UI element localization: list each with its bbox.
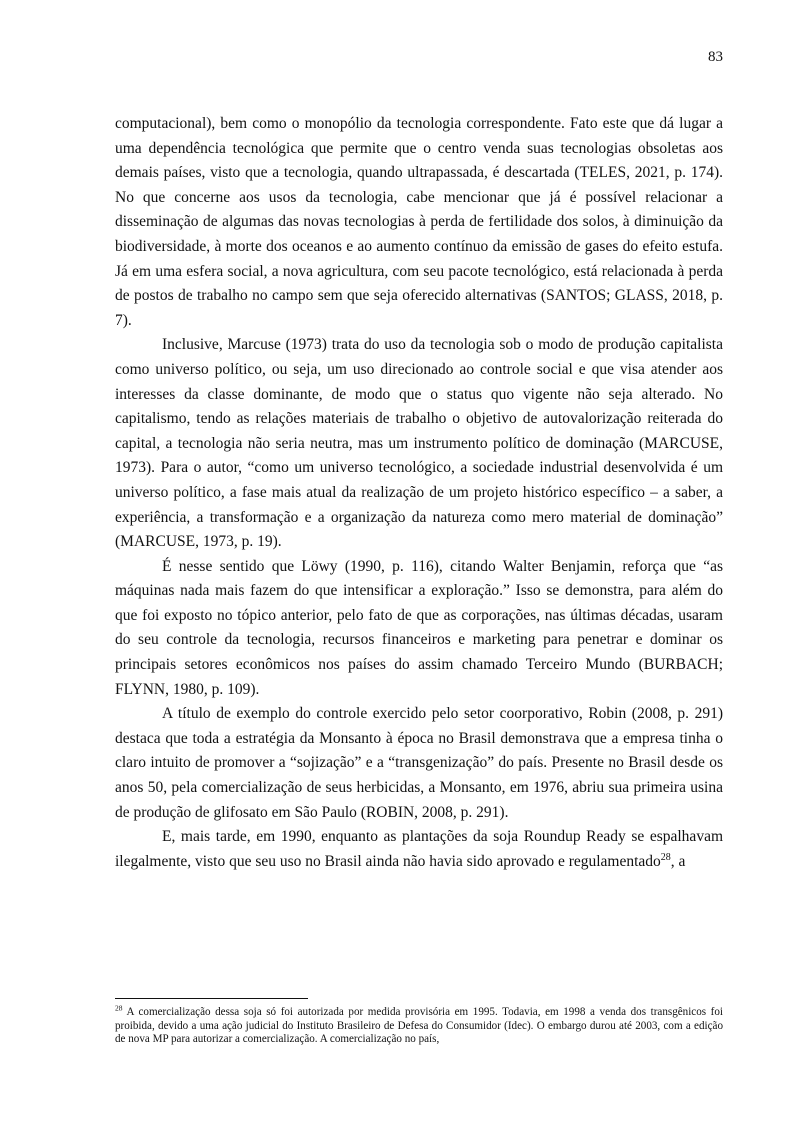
paragraph-5-text: E, mais tarde, em 1990, enquanto as plantações da soja Roundup Ready se espalhavam ilegalmente, visto que seu uso no Brasil ainda não havia sido aprovado e regulamentado (115, 828, 723, 870)
paragraph-1: computacional), bem como o monopólio da tecnologia correspondente. Fato este que dá lugar a uma dependência tecnológica que permite que o centro venda suas tecnologias obsoletas aos demais países, visto que a tecnologia, quando ultrapassada, é descartada (TELES, 2021, p. 174). No que concerne aos usos da tecnologia, cabe mencionar que já é possível relacionar a disseminação de algumas das novas tecnologias à perda de fertilidade dos solos, à diminuição da biodiversidade, à morte dos oceanos e ao aumento contínuo da emissão de gases do efeito estufa. Já em uma esfera social, a nova agricultura, com seu pacote tecnológico, está relacionada à perda de postos de trabalho no campo sem que seja oferecido alternativas (SANTOS; GLASS, 2018, p. 7). (115, 115, 723, 329)
footnote-marker: 28 (115, 1003, 123, 1013)
footnote-text: A comercialização dessa soja só foi autorizada por medida provisória em 1995. Todavia, em 1998 a venda dos transgênicos foi proibida, devido a uma ação judicial do Instituto Brasileiro de Defesa do Consumidor (Idec). O embargo durou até 2003, com a edição de nova MP para autorizar a comercialização. A comercialização no país, (115, 1006, 723, 1045)
footnote-reference[interactable]: 28 (660, 851, 671, 863)
paragraph-5-tail: , a (670, 852, 686, 870)
footnote-separator (115, 998, 308, 999)
paragraph-2: Inclusive, Marcuse (1973) trata do uso da tecnologia sob o modo de produção capitalista como universo político, ou seja, um uso direcionado ao controle social e que visa atender aos interesses da classe dominante, de modo que o status quo vigente não seja alterado. No capitalismo, tendo as relações materiais de trabalho o objetivo de autovalorização reiterada do capital, a tecnologia não seria neutra, mas um instrumento político de dominação (MARCUSE, 1973). Para o autor, “como um universo tecnológico, a sociedade industrial desenvolvida é um universo político, a fase mais atual da realização de um projeto histórico específico – a saber, a experiência, a transformação e a organização da natureza como mero material de dominação” (MARCUSE, 1973, p. 19). (115, 336, 723, 551)
paragraph-5 (115, 825, 723, 874)
footnote (115, 1003, 723, 1047)
paragraph-4: A título de exemplo do controle exercido pelo setor coorporativo, Robin (2008, p. 291) destaca que toda a estratégia da Monsanto à época no Brasil demonstrava que a empresa tinha o claro intuito de promover a “sojização” e a “transgenização” do país. Presente no Brasil desde os anos 50, pela comercialização de seus herbicidas, a Monsanto, em 1976, abriu sua primeira usina de produção de glifosato em São Paulo (ROBIN, 2008, p. 291). (115, 705, 723, 821)
body-text (115, 112, 723, 874)
paragraph-3: É nesse sentido que Löwy (1990, p. 116), citando Walter Benjamin, reforça que “as máquinas nada mais fazem do que intensificar a exploração.” Isso se demonstra, para além do que foi exposto no tópico anterior, pelo fato de que as corporações, nas últimas décadas, usaram do seu controle da tecnologia, recursos financeiros e marketing para penetrar e dominar os principais setores econômicos nos países do assim chamado Terceiro Mundo (BURBACH; FLYNN, 1980, p. 109). (115, 557, 723, 698)
page-number: 83 (708, 49, 723, 65)
